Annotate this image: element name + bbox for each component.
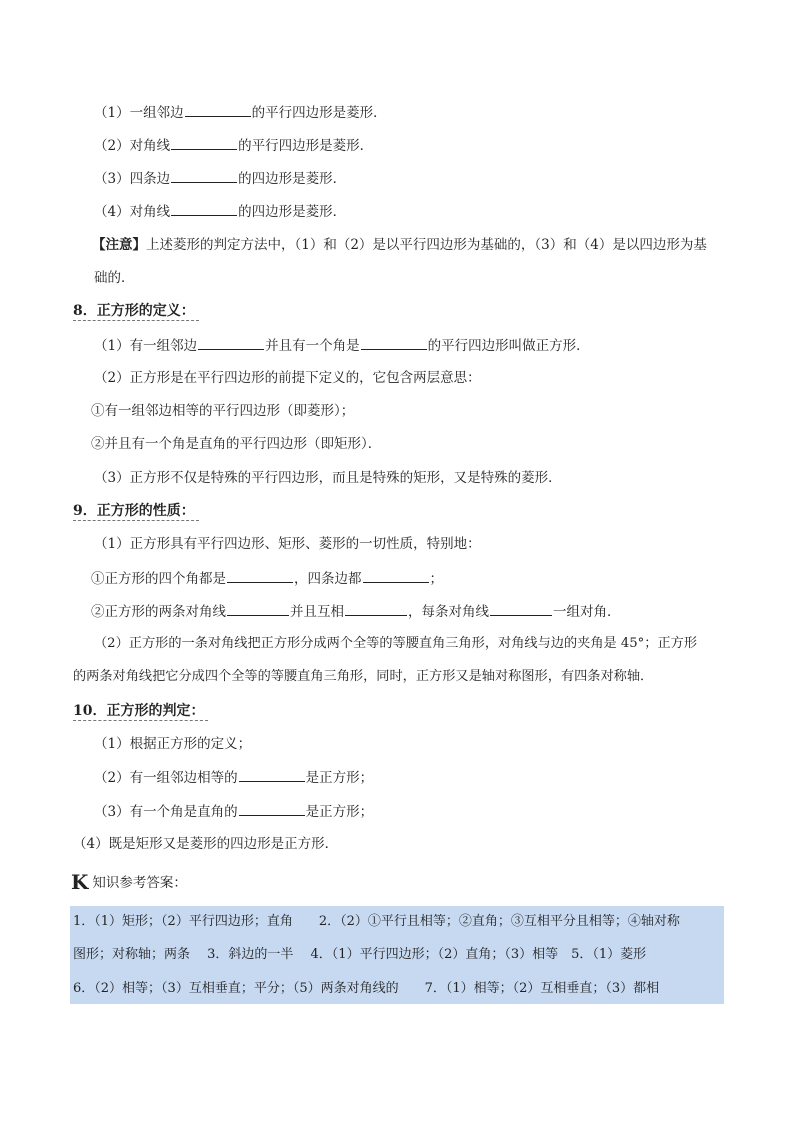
fill-blank[interactable] xyxy=(171,202,237,216)
text: （4）对角线 xyxy=(94,204,171,220)
text: 的平行四边形是菱形． xyxy=(238,138,374,154)
text: 的平行四边形叫做正方形． xyxy=(427,338,590,354)
fill-blank[interactable] xyxy=(227,602,289,616)
fill-blank[interactable] xyxy=(363,569,429,583)
text: 是正方形； xyxy=(305,770,374,786)
rhombus-criterion-4 xyxy=(94,202,346,221)
text: ； xyxy=(429,571,443,587)
section-10-line-4: （4）既是矩形又是菱形的四边形是正方形． xyxy=(73,836,339,852)
note-label: 【注意】 xyxy=(92,237,146,253)
section-8-line-4: ②并且有一个角是直角的平行四边形（即矩形）． xyxy=(91,436,382,452)
text: ，每条对角线 xyxy=(408,604,489,620)
section-9-line-3 xyxy=(91,602,621,621)
note-text: 上述菱形的判定方法中，（1）和（2）是以平行四边形为基础的，（3）和（4）是以四边形为基 xyxy=(146,237,707,253)
rhombus-criterion-2 xyxy=(94,136,373,155)
answer-key-box xyxy=(70,906,724,1004)
text: ②正方形的两条对角线 xyxy=(91,604,226,620)
text: （2）有一组邻边相等的 xyxy=(94,770,238,786)
fill-blank[interactable] xyxy=(345,602,407,616)
rhombus-criterion-1 xyxy=(94,103,387,122)
section-8-line-2: （2）正方形是在平行四边形的前提下定义的，它包含两层意思： xyxy=(94,370,481,386)
section-8-line-5: （3）正方形不仅是特殊的平行四边形，而且是特殊的矩形，又是特殊的菱形． xyxy=(94,470,562,486)
section-9-heading: 9．正方形的性质： xyxy=(73,502,199,521)
section-8-heading: 8．正方形的定义： xyxy=(73,302,199,321)
text: 并且有一个角是 xyxy=(265,338,360,354)
section-10-line-1: （1）根据正方形的定义； xyxy=(94,736,252,752)
fill-blank[interactable] xyxy=(171,136,237,150)
text: 的四边形是菱形． xyxy=(238,204,347,220)
rhombus-criterion-3 xyxy=(94,169,346,188)
answer-line-3: 6．（2）相等；（3）互相垂直；平分；（5）两条对角线的 7．（1）相等；（2）互相垂直；（3）都相 xyxy=(73,981,660,996)
fill-blank[interactable] xyxy=(171,169,237,183)
section-9-line-5: 的两条对角线把它分成四个全等的等腰直角三角形，同时，正方形又是轴对称图形，有四条对称轴． xyxy=(73,669,654,684)
answer-line-1: 1．（1）矩形；（2）平行四边形；直角 2．（2）①平行且相等；②直角；③互相平分且相等；④轴对称 xyxy=(73,914,680,929)
text: 是正方形； xyxy=(305,804,374,820)
fill-blank[interactable] xyxy=(239,802,305,816)
text: 一组对角． xyxy=(553,604,621,620)
text: （3）有一个角是直角的 xyxy=(94,804,238,820)
fill-blank[interactable] xyxy=(185,103,251,117)
rhombus-note xyxy=(92,236,707,254)
rhombus-note-continued: 础的． xyxy=(94,270,135,286)
fill-blank[interactable] xyxy=(198,336,264,350)
section-10-line-2 xyxy=(94,768,373,787)
answer-key-title: 知识参考答案： xyxy=(92,875,187,891)
text: （3）四条边 xyxy=(94,171,171,187)
text: 的四边形是菱形． xyxy=(238,171,347,187)
section-9-line-4: （2）正方形的一条对角线把正方形分成两个全等的等腰直角三角形，对角线与边的夹角是 45°；正方形 xyxy=(94,636,698,651)
fill-blank[interactable] xyxy=(490,602,552,616)
section-8-line-3: ①有一组邻边相等的平行四边形（即菱形）； xyxy=(91,403,355,419)
section-10-heading: 10．正方形的判定： xyxy=(73,702,208,721)
section-10-line-3 xyxy=(94,802,373,821)
text: ①正方形的四个角都是 xyxy=(91,571,226,587)
answer-line-2: 图形；对称轴；两条 3．斜边的一半 4．（1）平行四边形；（2）直角；（3）相等 5．（1）菱形 xyxy=(73,947,647,962)
answer-key-heading xyxy=(71,872,187,893)
section-9-line-2 xyxy=(91,569,443,588)
section-8-line-1 xyxy=(94,336,590,355)
text: ，四条边都 xyxy=(294,571,362,587)
fill-blank[interactable] xyxy=(239,768,305,782)
fill-blank[interactable] xyxy=(227,569,293,583)
fill-blank[interactable] xyxy=(361,336,427,350)
text: （1）一组邻边 xyxy=(94,105,184,121)
section-9-line-1: （1）正方形具有平行四边形、矩形、菱形的一切性质，特别地： xyxy=(94,536,481,552)
text: （1）有一组邻边 xyxy=(94,338,198,354)
text: 的平行四边形是菱形． xyxy=(251,105,387,121)
text: （2）对角线 xyxy=(94,138,171,154)
k-logo-icon: K xyxy=(71,870,89,894)
text: 并且互相 xyxy=(290,604,344,620)
